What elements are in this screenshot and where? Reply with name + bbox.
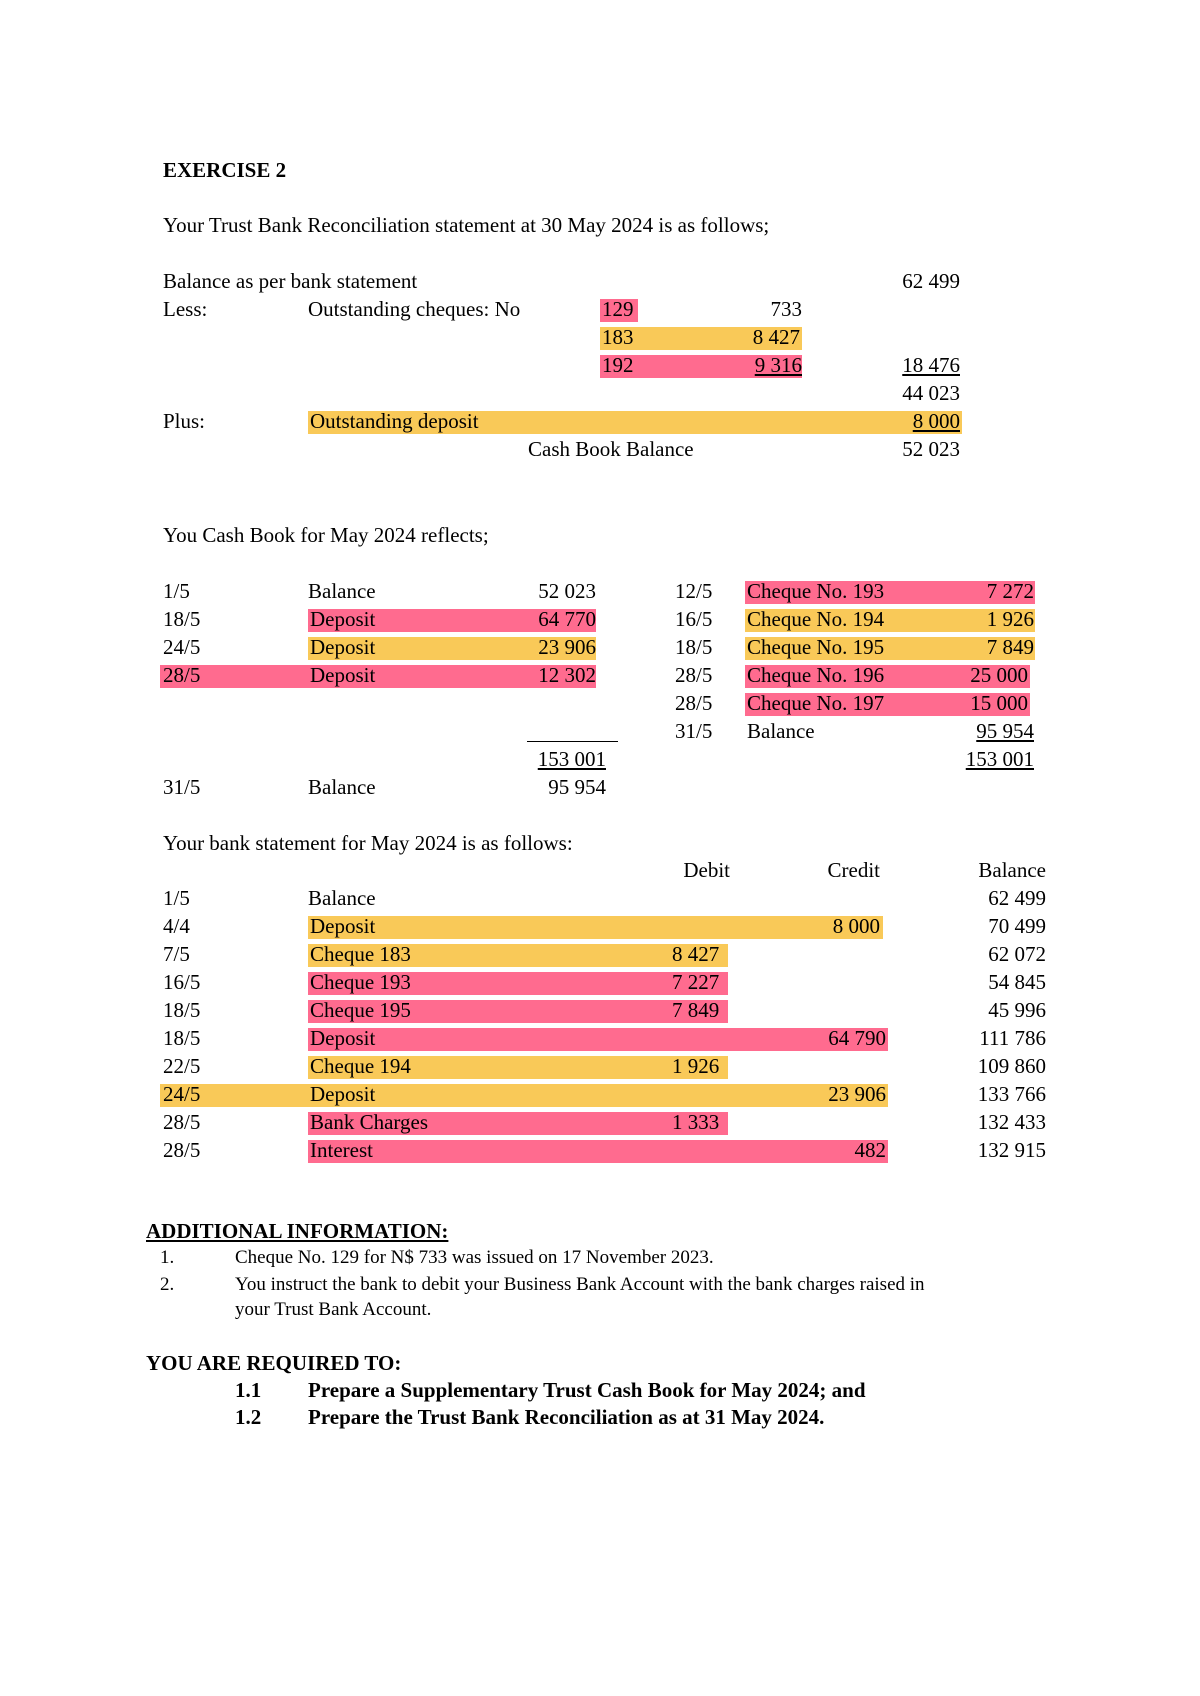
bank-row-credit: 482 [854, 1138, 886, 1162]
bank-row-date: 1/5 [163, 886, 190, 910]
cashbook-closing-date: 31/5 [163, 775, 201, 799]
bank-row-debit: 8 427 [672, 942, 720, 966]
cashbook-credit-desc: Cheque No. 194 [747, 607, 885, 631]
bank-row-desc: Cheque 195 [310, 998, 411, 1022]
bank-row-balance: 45 996 [988, 998, 1046, 1022]
bank-row-balance: 70 499 [988, 914, 1046, 938]
additional-item-text: your Trust Bank Account. [235, 1299, 432, 1320]
cashbook-closing-desc: Balance [308, 775, 376, 799]
recon-cash-book-label: Cash Book Balance [528, 437, 694, 461]
bank-row-balance: 132 915 [977, 1138, 1046, 1162]
cashbook-credit-date: 31/5 [675, 719, 713, 743]
intro-text: Your Trust Bank Reconciliation statement at 30 May 2024 is as follows; [163, 213, 770, 237]
bank-row-desc: Cheque 193 [310, 970, 411, 994]
cashbook-debit-date: 24/5 [163, 635, 201, 659]
bank-row-desc: Deposit [310, 914, 376, 938]
bank-col-debit: Debit [683, 858, 730, 882]
required-heading: YOU ARE REQUIRED TO: [146, 1351, 402, 1375]
recon-outstanding-cheques-label: Outstanding cheques: No [308, 297, 521, 321]
cashbook-debit-date: 18/5 [163, 607, 201, 631]
bank-row-balance: 62 499 [988, 886, 1046, 910]
recon-cheque-no: 183 [602, 325, 634, 349]
recon-balance-label: Balance as per bank statement [163, 269, 418, 293]
cashbook-debit-desc: Deposit [310, 663, 376, 687]
additional-item-text: You instruct the bank to debit your Business Bank Account with the bank charges raised in [235, 1274, 925, 1295]
recon-subtotal: 44 023 [902, 381, 960, 405]
recon-balance-value: 62 499 [902, 269, 960, 293]
cashbook-debit-amount: 64 770 [538, 607, 596, 631]
cashbook-credit-desc: Balance [747, 719, 815, 743]
bank-row-balance: 109 860 [977, 1054, 1046, 1078]
additional-item-number: 2. [160, 1274, 175, 1295]
cashbook-total-left: 153 001 [537, 747, 606, 771]
required-item-number: 1.1 [235, 1378, 262, 1402]
recon-less-label: Less: [163, 297, 208, 321]
bank-row-balance: 62 072 [988, 942, 1046, 966]
cashbook-credit-date: 16/5 [675, 607, 713, 631]
cashbook-debit-date: 28/5 [163, 663, 201, 687]
cashbook-heading: You Cash Book for May 2024 reflects; [163, 523, 489, 547]
cashbook-closing-amount: 95 954 [548, 775, 606, 799]
cashbook-debit-desc: Deposit [310, 635, 376, 659]
cashbook-credit-amount: 7 849 [986, 635, 1034, 659]
bank-col-credit: Credit [827, 858, 880, 882]
bank-row-debit: 1 333 [672, 1110, 720, 1134]
bank-row-credit: 8 000 [832, 914, 880, 938]
required-item-number: 1.2 [235, 1405, 262, 1429]
recon-outstanding-deposit-value: 8 000 [912, 409, 960, 433]
required-item-text: Prepare the Trust Bank Reconciliation as at 31 May 2024. [308, 1405, 825, 1429]
cashbook-debit-amount: 23 906 [538, 635, 596, 659]
additional-item-text: Cheque No. 129 for N$ 733 was issued on 17 November 2023. [235, 1247, 714, 1268]
bank-row-desc: Balance [308, 886, 376, 910]
bank-row-date: 28/5 [163, 1138, 201, 1162]
bank-row-desc: Cheque 183 [310, 942, 411, 966]
cashbook-credit-date: 12/5 [675, 579, 713, 603]
bank-row-debit: 7 849 [672, 998, 720, 1022]
bank-row-debit: 1 926 [672, 1054, 720, 1078]
cashbook-credit-amount: 15 000 [970, 691, 1028, 715]
cashbook-debit-amount: 12 302 [538, 663, 596, 687]
bank-row-desc: Deposit [310, 1082, 376, 1106]
bank-row-desc: Deposit [310, 1026, 376, 1050]
cashbook-credit-date: 28/5 [675, 691, 713, 715]
recon-cheque-amount: 8 427 [752, 325, 800, 349]
cashbook-credit-amount: 95 954 [976, 719, 1034, 743]
page-title: EXERCISE 2 [163, 158, 287, 182]
cashbook-credit-desc: Cheque No. 195 [747, 635, 885, 659]
cashbook-credit-amount: 7 272 [986, 579, 1034, 603]
cashbook-credit-desc: Cheque No. 196 [747, 663, 885, 687]
bank-row-desc: Interest [310, 1138, 373, 1162]
bank-row-desc: Cheque 194 [310, 1054, 411, 1078]
required-item-text: Prepare a Supplementary Trust Cash Book for May 2024; and [308, 1378, 866, 1402]
bank-row-date: 28/5 [163, 1110, 201, 1134]
recon-plus-label: Plus: [163, 409, 206, 433]
bank-col-balance: Balance [978, 858, 1046, 882]
bank-row-debit: 7 227 [672, 970, 720, 994]
bank-row-credit: 64 790 [828, 1026, 886, 1050]
additional-heading: ADDITIONAL INFORMATION: [146, 1219, 449, 1243]
cashbook-credit-date: 28/5 [675, 663, 713, 687]
cashbook-debit-desc: Balance [308, 579, 376, 603]
additional-item-number: 1. [160, 1247, 175, 1268]
bank-row-date: 22/5 [163, 1054, 201, 1078]
bank-row-date: 16/5 [163, 970, 201, 994]
bank-row-balance: 111 786 [979, 1026, 1046, 1050]
cashbook-credit-desc: Cheque No. 197 [747, 691, 885, 715]
total-rule-left [527, 741, 618, 742]
recon-cheques-total: 18 476 [902, 353, 960, 377]
bank-row-balance: 133 766 [977, 1082, 1046, 1106]
cashbook-credit-date: 18/5 [675, 635, 713, 659]
bank-row-credit: 23 906 [828, 1082, 886, 1106]
bank-row-date: 18/5 [163, 998, 201, 1022]
cashbook-total-right: 153 001 [965, 747, 1034, 771]
bank-row-date: 7/5 [163, 942, 190, 966]
bank-row-date: 4/4 [163, 914, 190, 938]
recon-cheque-amount: 733 [770, 297, 802, 321]
bank-row-date: 18/5 [163, 1026, 201, 1050]
cashbook-credit-amount: 1 926 [986, 607, 1034, 631]
cashbook-credit-desc: Cheque No. 193 [747, 579, 885, 603]
bank-row-desc: Bank Charges [310, 1110, 429, 1134]
cashbook-credit-amount: 25 000 [970, 663, 1028, 687]
cashbook-debit-desc: Deposit [310, 607, 376, 631]
bank-row-balance: 132 433 [977, 1110, 1046, 1134]
bank-row-balance: 54 845 [988, 970, 1046, 994]
recon-cheque-no: 192 [602, 353, 634, 377]
bank-row-date: 24/5 [163, 1082, 201, 1106]
recon-cash-book-value: 52 023 [902, 437, 960, 461]
cashbook-debit-date: 1/5 [163, 579, 190, 603]
recon-cheque-no: 129 [602, 297, 634, 321]
recon-cheque-amount: 9 316 [754, 353, 802, 377]
bank-heading: Your bank statement for May 2024 is as follows: [163, 831, 573, 855]
recon-outstanding-deposit-label: Outstanding deposit [310, 409, 479, 433]
cashbook-debit-amount: 52 023 [538, 579, 596, 603]
